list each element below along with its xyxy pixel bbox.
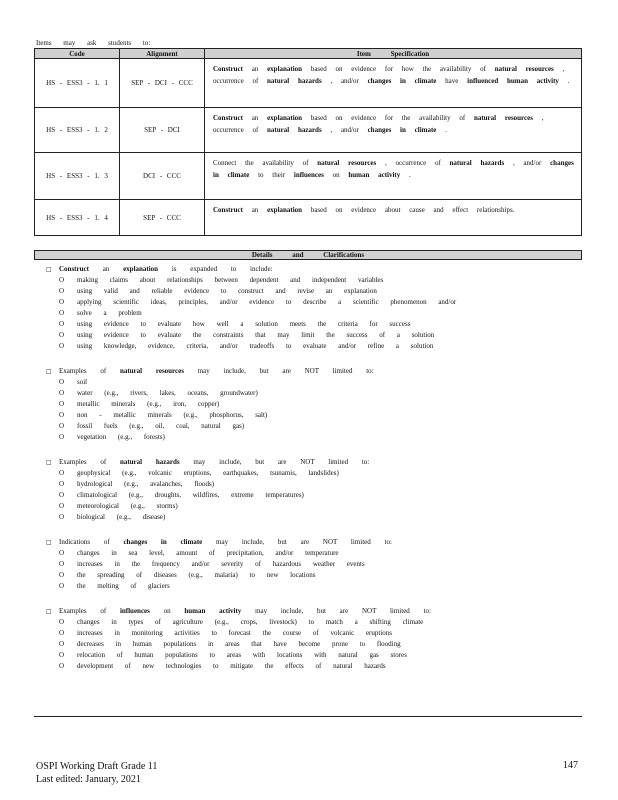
bold-term: natural resources <box>473 114 533 122</box>
text-run: an <box>88 265 124 273</box>
list-item <box>46 388 566 399</box>
row-alignment: SEP - CCC <box>120 200 205 236</box>
table-row <box>35 200 582 236</box>
circle-bullet-icon: O <box>59 331 65 339</box>
text-run: based on evidence for the availability of <box>302 114 474 122</box>
text-run: Examples of <box>59 607 120 615</box>
text-run: Indications of <box>59 538 124 546</box>
list-item <box>46 410 566 421</box>
bold-term: Construct <box>59 265 89 273</box>
row-alignment: SEP - DCI - CCC <box>120 59 205 108</box>
circle-bullet-icon: O <box>59 309 65 317</box>
square-bullet-icon: □ <box>46 608 52 615</box>
alignment-header: Alignment <box>120 49 205 59</box>
list-item-text: decreases in human populations in areas that have become prone to flooding <box>77 640 401 648</box>
list-item-text: applying scientific ideas, principles, and/or evidence to describe a scientific phenomenon and/or <box>77 298 457 306</box>
list-item <box>46 581 566 592</box>
circle-bullet-icon: O <box>59 433 65 441</box>
circle-bullet-icon: O <box>59 571 65 579</box>
section-heading <box>46 537 566 548</box>
text-run: is expanded to include: <box>158 265 273 273</box>
circle-bullet-icon: O <box>59 411 65 419</box>
circle-bullet-icon: O <box>59 276 65 284</box>
footer <box>36 760 157 786</box>
text-run: an <box>242 206 268 214</box>
list-item-text: increases in monitoring activities to forecast the course of volcanic eruptions <box>77 629 392 637</box>
bold-term: explanation <box>123 265 159 273</box>
list-item-text: solve a problem <box>77 309 142 317</box>
circle-bullet-icon: O <box>59 342 65 350</box>
bold-term: influences <box>293 171 324 179</box>
circle-bullet-icon: O <box>59 640 65 648</box>
list-item <box>46 501 566 512</box>
row-code: HS - ESS3 - 1. 3 <box>35 153 120 200</box>
table-row <box>35 108 582 153</box>
bold-term: changes in climate <box>367 126 437 134</box>
text-run: on <box>149 607 185 615</box>
text-run: . <box>400 171 411 179</box>
bold-term: influences <box>119 607 150 615</box>
text-run: Examples of <box>59 367 120 375</box>
circle-bullet-icon: O <box>59 629 65 637</box>
list-item-text: water (e.g., rivers, lakes, oceans, groundwater) <box>77 389 258 397</box>
section-heading-text <box>59 537 392 548</box>
details-section <box>46 457 566 523</box>
list-item <box>46 308 566 319</box>
list-item-text: increases in the frequency and/or severity of hazardous weather events <box>77 560 365 568</box>
square-bullet-icon: □ <box>46 266 52 273</box>
details-header: Details and Clarifications <box>34 250 582 260</box>
text-run: on <box>323 171 349 179</box>
bold-term: natural hazards <box>267 126 322 134</box>
circle-bullet-icon: O <box>59 513 65 521</box>
list-item-text: using valid and reliable evidence to construct and revise an explanation <box>77 287 377 295</box>
list-item-text: changes in sea level, amount of precipitation, and/or temperature <box>77 549 339 557</box>
bold-term: natural hazards <box>119 458 180 466</box>
details-section <box>46 366 566 443</box>
list-item-text: geophysical (e.g., volcanic eruptions, earthquakes, tsunamis, landslides) <box>77 469 339 477</box>
circle-bullet-icon: O <box>59 320 65 328</box>
bold-term: influenced human activity <box>467 77 559 85</box>
circle-bullet-icon: O <box>59 422 65 430</box>
list-item-text: vegetation (e.g., forests) <box>77 433 165 441</box>
list-item <box>46 650 566 661</box>
circle-bullet-icon: O <box>59 298 65 306</box>
list-item-text: metallic minerals (e.g., iron, copper) <box>77 400 220 408</box>
list-item-text: the melting of glaciers <box>77 582 170 590</box>
page-number: 147 <box>563 760 578 771</box>
text-run: . <box>436 126 447 134</box>
text-run: , and/or <box>321 126 368 134</box>
intro-text: Items may ask students to: <box>36 39 151 47</box>
text-run: , and/or <box>504 159 551 167</box>
text-run: , occurrence of <box>376 159 450 167</box>
circle-bullet-icon: O <box>59 469 65 477</box>
circle-bullet-icon: O <box>59 582 65 590</box>
list-item <box>46 490 566 501</box>
text-run: , occurrence of <box>213 114 544 134</box>
row-spec <box>205 200 582 236</box>
bold-term: changes in climate <box>367 77 437 85</box>
text-run: based on evidence for how the availability of <box>302 65 495 73</box>
list-item-text: using evidence to evaluate the constraints that may limit the success of a solution <box>77 331 435 339</box>
list-item <box>46 341 566 352</box>
list-item-text: soil <box>77 378 88 386</box>
list-item <box>46 548 566 559</box>
row-code: HS - ESS3 - 1. 4 <box>35 200 120 236</box>
text-run: based on evidence about cause and effect relationships. <box>302 206 515 214</box>
bold-term: changes in climate <box>213 159 574 179</box>
bold-term: explanation <box>267 206 303 214</box>
details-section <box>46 606 566 672</box>
list-item-text: using knowledge, evidence, criteria, and/or tradeoffs to evaluate and/or refine a solution <box>77 342 434 350</box>
row-code: HS - ESS3 - 1. 2 <box>35 108 120 153</box>
section-heading <box>46 457 566 468</box>
list-item-text: development of new technologies to mitigate the effects of natural hazards <box>77 662 386 670</box>
list-item <box>46 432 566 443</box>
row-code: HS - ESS3 - 1. 1 <box>35 59 120 108</box>
list-item <box>46 330 566 341</box>
row-alignment: DCI - CCC <box>120 153 205 200</box>
bold-term: Construct <box>213 114 243 122</box>
list-item <box>46 617 566 628</box>
bold-term: Construct <box>213 206 243 214</box>
list-item-text: relocation of human populations to areas with locations with natural gas stores <box>77 651 407 659</box>
text-run: to their <box>249 171 294 179</box>
footer-edited: Last edited: January, 2021 <box>36 774 141 785</box>
text-run: may include, but are NOT limited to: <box>241 607 431 615</box>
section-heading-text <box>59 457 369 468</box>
text-run: Connect the availability of <box>213 159 318 167</box>
spec-header: Item Specification <box>205 49 582 59</box>
square-bullet-icon: □ <box>46 368 52 375</box>
footer-title: OSPI Working Draft Grade 11 <box>36 761 158 772</box>
circle-bullet-icon: O <box>59 651 65 659</box>
bold-term: human activity <box>348 171 401 179</box>
list-item <box>46 297 566 308</box>
list-item <box>46 468 566 479</box>
text-run: , occurrence of <box>213 65 565 85</box>
list-item <box>46 377 566 388</box>
row-alignment: SEP - DCI <box>120 108 205 153</box>
list-item <box>46 559 566 570</box>
list-item-text: using evidence to evaluate how well a solution meets the criteria for success <box>77 320 411 328</box>
text-run: may include, but are NOT limited to: <box>202 538 392 546</box>
list-item <box>46 275 566 286</box>
square-bullet-icon: □ <box>46 539 52 546</box>
text-run: , and/or <box>321 77 368 85</box>
circle-bullet-icon: O <box>59 287 65 295</box>
list-item <box>46 639 566 650</box>
bold-term: Construct <box>213 65 243 73</box>
details-section <box>46 537 566 592</box>
bold-term: human activity <box>184 607 242 615</box>
bold-term: natural resources <box>317 159 377 167</box>
list-item <box>46 661 566 672</box>
list-item-text: meteorological (e.g., storms) <box>77 502 178 510</box>
table-row <box>35 59 582 108</box>
divider <box>34 716 582 717</box>
text-run: . <box>558 77 570 85</box>
list-item-text: climatological (e.g., droughts, wildfires, extreme temperatures) <box>77 491 304 499</box>
bold-term: explanation <box>267 114 303 122</box>
bold-term: natural resources <box>494 65 554 73</box>
circle-bullet-icon: O <box>59 400 65 408</box>
table-row <box>35 153 582 200</box>
bold-term: explanation <box>267 65 303 73</box>
text-run: may include, but are NOT limited to: <box>179 458 370 466</box>
circle-bullet-icon: O <box>59 662 65 670</box>
list-item-text: fossil fuels (e.g., oil, coal, natural gas) <box>77 422 245 430</box>
circle-bullet-icon: O <box>59 549 65 557</box>
section-heading-text <box>59 606 431 617</box>
circle-bullet-icon: O <box>59 389 65 397</box>
bold-term: natural hazards <box>267 77 322 85</box>
text-run: have <box>436 77 468 85</box>
list-item <box>46 421 566 432</box>
text-run: an <box>242 114 268 122</box>
section-heading <box>46 264 566 275</box>
list-item <box>46 399 566 410</box>
item-spec-table <box>34 48 582 236</box>
bold-term: changes in climate <box>123 538 203 546</box>
row-spec <box>205 108 582 153</box>
section-heading-text <box>59 366 374 377</box>
list-item <box>46 286 566 297</box>
list-item-text: the spreading of diseases (e.g., malaria) to new locations <box>77 571 316 579</box>
row-spec <box>205 153 582 200</box>
square-bullet-icon: □ <box>46 459 52 466</box>
circle-bullet-icon: O <box>59 378 65 386</box>
list-item-text: changes in types of agriculture (e.g., crops, livestock) to match a shifting climate <box>77 618 424 626</box>
list-item <box>46 512 566 523</box>
list-item-text: biological (e.g., disease) <box>77 513 166 521</box>
circle-bullet-icon: O <box>59 560 65 568</box>
circle-bullet-icon: O <box>59 502 65 510</box>
text-run: Examples of <box>59 458 120 466</box>
details-sections <box>46 264 566 672</box>
list-item <box>46 319 566 330</box>
list-item <box>46 628 566 639</box>
text-run: an <box>242 65 268 73</box>
details-section <box>46 264 566 352</box>
code-header: Code <box>35 49 120 59</box>
row-spec <box>205 59 582 108</box>
list-item-text: non - metallic minerals (e.g., phosphorus, salt) <box>77 411 268 419</box>
bold-term: natural hazards <box>449 159 505 167</box>
section-heading <box>46 366 566 377</box>
list-item-text: hydrological (e.g., avalanches, floods) <box>77 480 215 488</box>
bold-term: natural resources <box>119 367 184 375</box>
list-item <box>46 570 566 581</box>
list-item-text: making claims about relationships between dependent and independent variables <box>77 276 384 284</box>
circle-bullet-icon: O <box>59 618 65 626</box>
circle-bullet-icon: O <box>59 491 65 499</box>
text-run: may include, but are NOT limited to: <box>183 367 374 375</box>
section-heading <box>46 606 566 617</box>
section-heading-text <box>59 264 273 275</box>
circle-bullet-icon: O <box>59 480 65 488</box>
list-item <box>46 479 566 490</box>
